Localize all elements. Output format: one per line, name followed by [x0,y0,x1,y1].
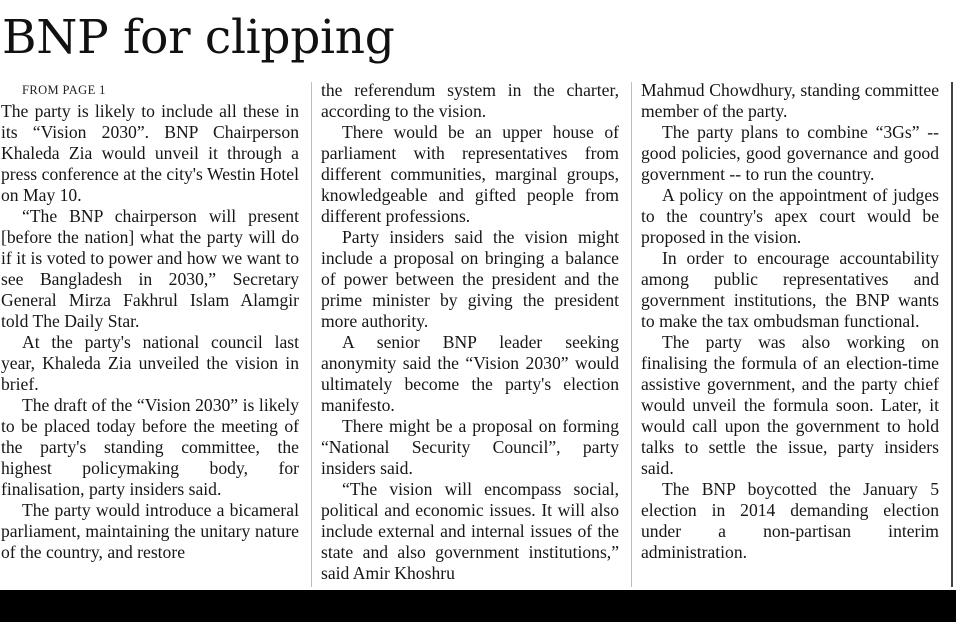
column-divider [631,82,632,587]
paragraph: In order to encourage accountability among public representatives and government institutions, the BNP wants to make the tax ombudsman functional. [641,248,939,331]
paragraph: The draft of the “Vision 2030” is likely to be placed today before the meeting of the party's standing committee, the highest policymaking body, for finalisation, party insiders said. [1,395,299,499]
paragraph: the referendum system in the charter, according to the vision. [321,80,619,121]
paragraph: The BNP boycotted the January 5 election in 2014 demanding election under a non-partisan interim administration. [641,479,939,562]
paragraph: At the party's national council last year, Khaleda Zia unveiled the vision in brief. [1,332,299,394]
headline: BNP for clipping [2,10,395,65]
paragraph: “The BNP chairperson will present [before the nation] what the party will do if it is voted to power and how we want to see Bangladesh in 2030,” Secretary General Mirza Fakhrul Islam Alamgir told The Daily Star. [1,206,299,331]
paragraph: Mahmud Chowdhury, standing committee member of the party. [641,80,939,121]
paragraph: A policy on the appointment of judges to the country's apex court would be proposed in the vision. [641,185,939,247]
paragraph: The party is likely to include all these in its “Vision 2030”. BNP Chairperson Khaleda Zia would unveil it through a press conference at the city's Westin Hotel on May 10. [1,101,299,205]
paragraph: The party plans to combine “3Gs” -- good policies, good governance and good government -- to run the country. [641,122,939,184]
paragraph: The party would introduce a bicameral parliament, maintaining the unitary nature of the country, and restore [1,500,299,562]
paragraph: The party was also working on finalising the formula of an election-time assistive government, and the party chief would unveil the formula soon. Later, it would call upon the government to hold talks to settle the issue, party insiders said. [641,332,939,478]
paragraph: A senior BNP leader seeking anonymity said the “Vision 2030” would ultimately become the party's election manifesto. [321,332,619,415]
paragraph: There would be an upper house of parliament with representatives from different communities, marginal groups, knowledgeable and gifted people from different professions. [321,122,619,226]
article-column-2 [321,80,619,588]
article-column-1 [1,80,299,588]
paragraph: Party insiders said the vision might include a proposal on bringing a balance of power between the president and the prime minister by giving the president more authority. [321,227,619,331]
paragraph: There might be a proposal on forming “National Security Council”, party insiders said. [321,416,619,478]
column-divider [311,82,312,587]
paragraph: “The vision will encompass social, political and economic issues. It will also include external and internal issues of the state and also government institutions,” said Amir Khoshru [321,479,619,583]
kicker-from-page: FROM PAGE 1 [22,83,106,97]
right-border [951,82,953,587]
article-column-3 [641,80,939,588]
